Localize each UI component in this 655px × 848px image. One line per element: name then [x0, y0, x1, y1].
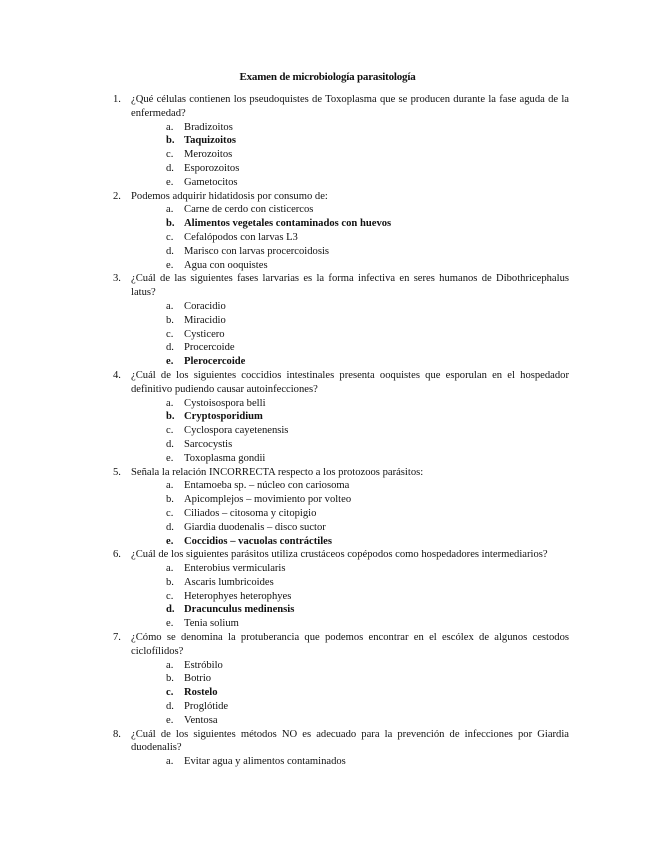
- option-letter: c.: [166, 590, 174, 602]
- question-text: Señala la relación INCORRECTA respecto a los protozoos parásitos:: [131, 466, 424, 478]
- correct-answer-option: [131, 134, 569, 148]
- correct-answer-option: [131, 535, 569, 549]
- option-text: Procercoide: [184, 342, 235, 354]
- answer-option: [131, 755, 569, 769]
- question-number: 7.: [113, 632, 121, 644]
- option-text: Miracidio: [184, 314, 226, 326]
- correct-answer-option: [131, 603, 569, 617]
- question-item: [113, 369, 569, 466]
- option-letter: a.: [166, 480, 174, 492]
- question-item: [113, 272, 569, 369]
- option-letter: d.: [166, 162, 174, 174]
- answer-option: [131, 328, 569, 342]
- option-letter: a.: [166, 659, 174, 671]
- option-text: Cyclospora cayetenensis: [184, 425, 289, 437]
- answer-option: [131, 479, 569, 493]
- answer-option: [131, 259, 569, 273]
- question-number: 6.: [113, 549, 121, 561]
- question-list: [113, 93, 569, 769]
- option-letter: c.: [166, 328, 174, 340]
- option-letter: a.: [166, 121, 174, 133]
- option-text: Marisco con larvas procercoidosis: [184, 245, 330, 257]
- question-number: 3.: [113, 273, 121, 285]
- option-list: [131, 300, 569, 369]
- answer-option: [131, 659, 569, 673]
- option-text: Estróbilo: [184, 659, 223, 671]
- question-item: [113, 548, 569, 631]
- option-letter: a.: [166, 756, 174, 768]
- option-letter: b.: [166, 494, 174, 506]
- option-letter: e.: [166, 176, 174, 188]
- question-item: [113, 93, 569, 190]
- option-letter: b.: [166, 673, 174, 685]
- option-letter: c.: [166, 687, 174, 699]
- option-text: Carne de cerdo con cisticercos: [184, 204, 314, 216]
- option-text: Entamoeba sp. – núcleo con cariosoma: [184, 480, 350, 492]
- answer-option: [131, 672, 569, 686]
- question-text: ¿Cuál de los siguientes parásitos utiliza crustáceos copépodos como hospedadores intermediarios?: [131, 549, 548, 561]
- answer-option: [131, 341, 569, 355]
- option-letter: b.: [166, 135, 175, 147]
- question-item: [113, 728, 569, 769]
- question-number: 8.: [113, 728, 121, 740]
- option-text: Agua con ooquistes: [184, 259, 268, 271]
- option-letter: b.: [166, 576, 174, 588]
- option-letter: d.: [166, 701, 174, 713]
- option-letter: e.: [166, 535, 174, 547]
- answer-option: [131, 176, 569, 190]
- question-text: ¿Qué células contienen los pseudoquistes de Toxoplasma que se producen durante la fase aguda de la enfermedad?: [131, 94, 569, 119]
- option-letter: e.: [166, 259, 174, 271]
- option-text: Plerocercoide: [184, 356, 246, 368]
- answer-option: [131, 148, 569, 162]
- option-text: Ascaris lumbricoides: [184, 576, 274, 588]
- option-letter: d.: [166, 521, 174, 533]
- question-text: Podemos adquirir hidatidosis por consumo de:: [131, 190, 328, 202]
- answer-option: [131, 203, 569, 217]
- question-text: ¿Cómo se denomina la protuberancia que podemos encontrar en el escólex de algunos cestodos ciclofílidos?: [131, 632, 569, 657]
- correct-answer-option: [131, 686, 569, 700]
- answer-option: [131, 397, 569, 411]
- question-item: [113, 190, 569, 273]
- option-letter: e.: [166, 714, 174, 726]
- question-item: [113, 466, 569, 549]
- answer-option: [131, 714, 569, 728]
- answer-option: [131, 424, 569, 438]
- option-text: Tenia solium: [184, 618, 239, 630]
- option-text: Apicomplejos – movimiento por volteo: [184, 494, 352, 506]
- option-letter: e.: [166, 618, 174, 630]
- answer-option: [131, 562, 569, 576]
- option-text: Toxoplasma gondii: [184, 452, 266, 464]
- option-text: Ciliados – citosoma y citopigio: [184, 507, 317, 519]
- option-letter: c.: [166, 425, 174, 437]
- option-letter: b.: [166, 314, 174, 326]
- question-number: 1.: [113, 94, 121, 105]
- question-number: 4.: [113, 369, 121, 381]
- option-list: [131, 562, 569, 631]
- answer-option: [131, 245, 569, 259]
- answer-option: [131, 438, 569, 452]
- answer-option: [131, 521, 569, 535]
- correct-answer-option: [131, 355, 569, 369]
- option-letter: d.: [166, 438, 174, 450]
- option-text: Cefalópodos con larvas L3: [184, 231, 298, 243]
- option-text: Cysticero: [184, 328, 225, 340]
- correct-answer-option: [131, 217, 569, 231]
- option-text: Coracidio: [184, 300, 226, 312]
- option-list: [131, 203, 569, 272]
- option-text: Giardia duodenalis – disco suctor: [184, 521, 326, 533]
- correct-answer-option: [131, 410, 569, 424]
- option-list: [131, 659, 569, 728]
- answer-option: [131, 617, 569, 631]
- option-text: Bradizoitos: [184, 121, 233, 133]
- question-text: ¿Cuál de las siguientes fases larvarias es la forma infectiva en seres humanos de Dibothricephalus latus?: [131, 273, 569, 299]
- question-number: 5.: [113, 466, 121, 478]
- document-title: Examen de microbiología parasitología: [239, 71, 416, 83]
- option-letter: a.: [166, 397, 174, 409]
- answer-option: [131, 452, 569, 466]
- option-text: Taquizoitos: [184, 135, 237, 147]
- answer-option: [131, 507, 569, 521]
- option-letter: e.: [166, 356, 174, 368]
- option-text: Cystoisospora belli: [184, 397, 266, 409]
- answer-option: [131, 493, 569, 507]
- answer-option: [131, 590, 569, 604]
- option-letter: b.: [166, 411, 175, 423]
- option-letter: a.: [166, 563, 174, 575]
- question-item: [113, 631, 569, 728]
- option-text: Gametocitos: [184, 176, 238, 188]
- option-letter: c.: [166, 149, 174, 161]
- question-number: 2.: [113, 190, 121, 202]
- option-letter: d.: [166, 604, 175, 616]
- option-list: [131, 121, 569, 190]
- option-letter: d.: [166, 245, 174, 257]
- option-letter: c.: [166, 231, 174, 243]
- answer-option: [131, 576, 569, 590]
- answer-option: [131, 700, 569, 714]
- option-text: Rostelo: [184, 687, 218, 699]
- option-text: Heterophyes heterophyes: [184, 590, 292, 602]
- option-list: [131, 755, 569, 769]
- option-letter: c.: [166, 507, 174, 519]
- option-letter: d.: [166, 342, 174, 354]
- option-list: [131, 479, 569, 548]
- option-text: Evitar agua y alimentos contaminados: [184, 756, 346, 768]
- option-text: Proglótide: [184, 701, 229, 713]
- answer-option: [131, 300, 569, 314]
- option-text: Coccidios – vacuolas contráctiles: [184, 535, 332, 547]
- option-text: Ventosa: [184, 714, 218, 726]
- option-letter: e.: [166, 452, 174, 464]
- option-text: Alimentos vegetales contaminados con huevos: [184, 218, 392, 230]
- option-list: [131, 397, 569, 466]
- answer-option: [131, 121, 569, 135]
- answer-option: [131, 231, 569, 245]
- option-text: Cryptosporidium: [184, 411, 263, 423]
- option-letter: a.: [166, 204, 174, 216]
- option-text: Enterobius vermicularis: [184, 563, 286, 575]
- option-text: Sarcocystis: [184, 438, 233, 450]
- question-text: ¿Cuál de los siguientes coccidios intestinales presenta ooquistes que esporulan en el hospedador definitivo pudiendo causar autoinfecciones?: [131, 369, 569, 395]
- answer-option: [131, 162, 569, 176]
- option-letter: a.: [166, 300, 174, 312]
- option-text: Esporozoitos: [184, 162, 240, 174]
- option-text: Botrio: [184, 673, 212, 685]
- option-text: Merozoitos: [184, 149, 233, 161]
- question-text: ¿Cuál de los siguientes métodos NO es adecuado para la prevención de infecciones por Giardia duodenalis?: [131, 728, 569, 754]
- option-text: Dracunculus medinensis: [184, 604, 295, 616]
- option-letter: b.: [166, 218, 175, 230]
- answer-option: [131, 314, 569, 328]
